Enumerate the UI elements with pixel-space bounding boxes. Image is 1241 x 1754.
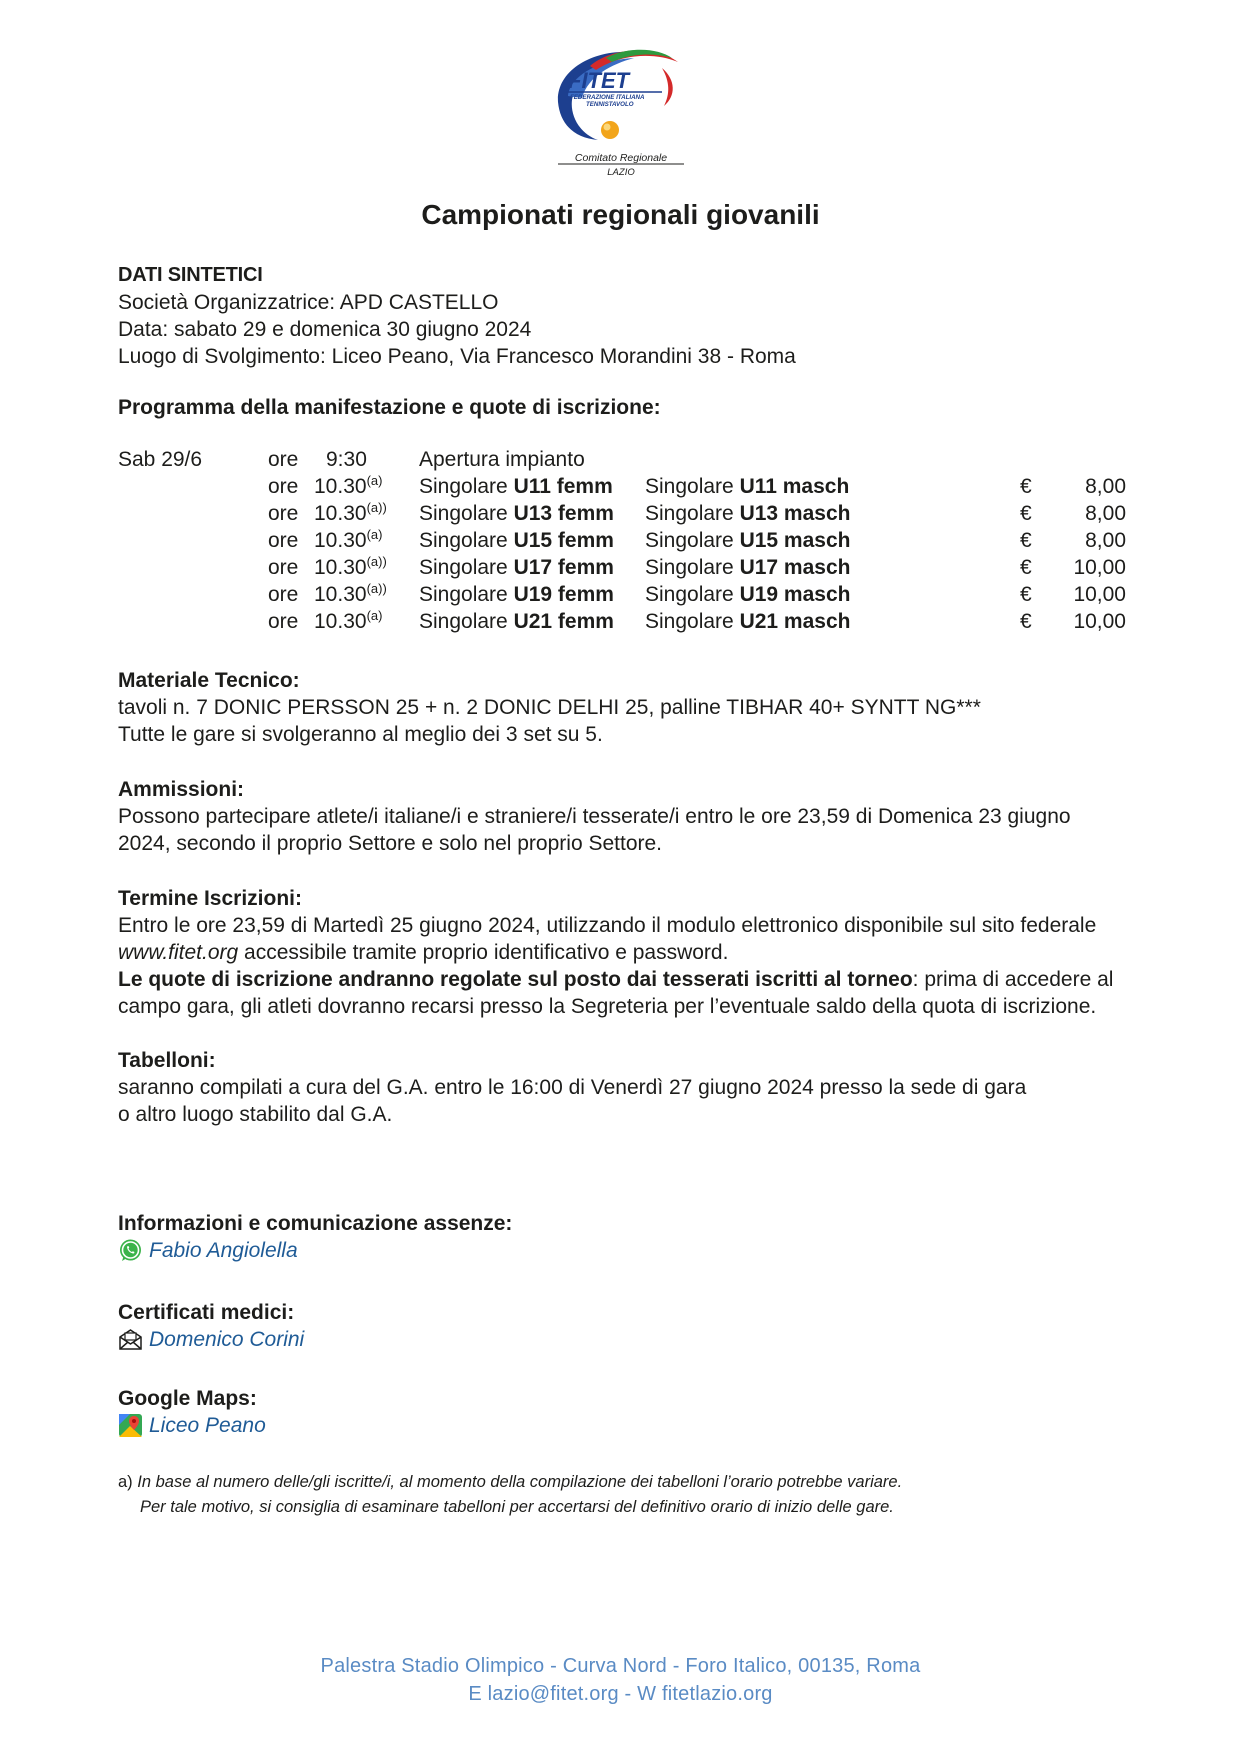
maps-section xyxy=(118,1385,1128,1439)
schedule-ore: ore xyxy=(268,502,299,525)
schedule-row xyxy=(118,529,1128,556)
materiale-section xyxy=(118,667,1128,748)
schedule-time-value: 10.30 xyxy=(314,502,367,525)
event-category: U15 femm xyxy=(513,529,614,552)
event-prefix: Singolare xyxy=(419,502,514,525)
schedule-time xyxy=(314,475,382,499)
euro-sign: € xyxy=(1020,475,1032,498)
schedule-event-male xyxy=(645,610,850,634)
logo-committee: Comitato Regionale xyxy=(574,152,668,164)
schedule-event-female xyxy=(419,475,613,499)
schedule-row xyxy=(118,583,1128,610)
tabelloni-line-2: o altro luogo stabilito dal G.A. xyxy=(118,1103,393,1126)
schedule-ore: ore xyxy=(268,529,299,552)
page-title: Campionati regionali giovanili xyxy=(421,199,820,230)
event-prefix: Singolare xyxy=(645,610,740,633)
materiale-heading: Materiale Tecnico: xyxy=(118,669,300,692)
schedule-time xyxy=(314,610,382,634)
logo-wordmark: FITET xyxy=(568,68,630,93)
event-prefix: Singolare xyxy=(419,583,514,606)
cert-heading: Certificati medici: xyxy=(118,1301,295,1324)
event-prefix: Singolare xyxy=(645,583,740,606)
event-prefix: Singolare xyxy=(645,502,740,525)
maps-contact[interactable] xyxy=(118,1412,1128,1439)
schedule-time-value: 10.30 xyxy=(314,583,367,606)
cert-contact[interactable] xyxy=(118,1326,1128,1353)
ammissioni-text: Possono partecipare atlete/i italiane/i e straniere/i tesserate/i entro le ore 23,59 di Domenica 23 giugno 2024, secondo il proprio Settore e solo nel proprio Settore. xyxy=(118,805,1071,855)
schedule-ore: ore xyxy=(268,448,299,471)
euro-sign: € xyxy=(1020,502,1032,525)
event-prefix: Singolare xyxy=(419,529,514,552)
schedule-event-female xyxy=(419,583,614,607)
tabelloni-section xyxy=(118,1047,1128,1128)
event-category: U19 masch xyxy=(739,583,851,606)
info-heading: Informazioni e comunicazione assenze: xyxy=(118,1212,513,1235)
info-section xyxy=(118,1210,1128,1264)
termine-heading: Termine Iscrizioni: xyxy=(118,887,302,910)
schedule-event-male xyxy=(645,556,850,580)
event-category: U17 masch xyxy=(739,556,851,579)
event-category: U17 femm xyxy=(513,556,614,579)
fee-amount: 10,00 xyxy=(1073,556,1126,579)
footer-address: Palestra Stadio Olimpico - Curva Nord - Foro Italico, 00135, Roma xyxy=(320,1655,921,1677)
schedule-row xyxy=(118,502,1128,529)
euro-sign: € xyxy=(1020,610,1032,633)
organizer-line: Società Organizzatrice: APD CASTELLO xyxy=(118,291,499,314)
schedule-ore: ore xyxy=(268,475,299,498)
event-prefix: Singolare xyxy=(645,556,740,579)
termine-section xyxy=(118,885,1128,1020)
schedule-event-female xyxy=(419,448,585,472)
event-category: U19 femm xyxy=(513,583,614,606)
event-category: U11 femm xyxy=(513,475,613,498)
logo-subtitle-2: TENNISTAVOLO xyxy=(586,101,634,108)
schedule-event-female xyxy=(419,556,614,580)
schedule-time-note: (a)) xyxy=(366,500,387,515)
schedule-time-note: (a)) xyxy=(366,581,387,596)
mail-icon xyxy=(118,1327,143,1352)
footnote-text-1: In base al numero delle/gli iscritte/i, al momento della compilazione dei tabelloni l’orario potrebbe variare. xyxy=(137,1473,903,1491)
info-contact-name[interactable]: Fabio Angiolella xyxy=(149,1239,298,1262)
schedule-event-male xyxy=(645,502,850,526)
event-category: U11 masch xyxy=(739,475,850,498)
footnote-line-1 xyxy=(118,1470,1128,1495)
event-prefix: Singolare xyxy=(645,475,740,498)
fee-amount: 10,00 xyxy=(1073,583,1126,606)
schedule-ore: ore xyxy=(268,610,299,633)
schedule-event-female xyxy=(419,502,614,526)
programma-heading: Programma della manifestazione e quote di iscrizione: xyxy=(118,396,661,419)
cert-section xyxy=(118,1299,1128,1353)
event-prefix: Apertura impianto xyxy=(419,448,585,471)
page-footer xyxy=(0,1652,1241,1708)
fee-amount: 8,00 xyxy=(1085,529,1126,552)
maps-contact-name[interactable]: Liceo Peano xyxy=(149,1414,266,1437)
schedule-event-female xyxy=(419,610,614,634)
termine-fee-note xyxy=(118,966,1128,1020)
schedule-row xyxy=(118,475,1128,502)
schedule-time-value: 10.30 xyxy=(314,475,367,498)
dati-sintetici-section xyxy=(118,262,1128,370)
event-prefix: Singolare xyxy=(419,610,514,633)
fitet-site-link[interactable]: www.fitet.org xyxy=(118,941,239,964)
schedule-event-male xyxy=(645,475,849,499)
fitet-logo xyxy=(550,44,692,182)
logo-region: LAZIO xyxy=(607,167,635,178)
event-category: U15 masch xyxy=(739,529,851,552)
ammissioni-section xyxy=(118,776,1128,857)
schedule-row xyxy=(118,610,1128,637)
materiale-line-2: Tutte le gare si svolgeranno al meglio dei 3 set su 5. xyxy=(118,723,603,746)
event-prefix: Singolare xyxy=(419,475,514,498)
euro-sign: € xyxy=(1020,583,1032,606)
termine-line-2 xyxy=(118,939,1128,966)
footnote xyxy=(118,1470,1128,1520)
schedule-table xyxy=(118,448,1128,637)
schedule-time-note: (a) xyxy=(366,608,383,623)
schedule-event-male xyxy=(645,529,850,553)
termine-fee-rest: : prima di accedere al campo gara, gli atleti dovranno recarsi presso la Segreteria per l’eventuale saldo della quota di iscrizione. xyxy=(118,968,1114,1018)
event-prefix: Singolare xyxy=(645,529,740,552)
whatsapp-icon xyxy=(118,1238,143,1263)
schedule-time-value: 10.30 xyxy=(314,529,367,552)
tabelloni-heading: Tabelloni: xyxy=(118,1049,216,1072)
footer-contacts: E lazio@fitet.org - W fitetlazio.org xyxy=(468,1683,773,1705)
termine-line-2-rest: accessibile tramite proprio identificativo e password. xyxy=(238,941,729,964)
euro-sign: € xyxy=(1020,529,1032,552)
event-category: U13 masch xyxy=(739,502,851,525)
schedule-time-note: (a) xyxy=(366,473,383,488)
schedule-event-female xyxy=(419,529,614,553)
schedule-time-note: (a) xyxy=(366,527,383,542)
venue-line: Luogo di Svolgimento: Liceo Peano, Via Francesco Morandini 38 - Roma xyxy=(118,345,796,368)
termine-fee-bold: Le quote di iscrizione andranno regolate sul posto dai tesserati iscritti al torneo xyxy=(118,968,913,991)
programma-section xyxy=(118,394,1128,421)
schedule-event-male xyxy=(645,583,850,607)
schedule-time-value: 10.30 xyxy=(314,610,367,633)
fee-amount: 10,00 xyxy=(1073,610,1126,633)
event-prefix: Singolare xyxy=(419,556,514,579)
schedule-ore: ore xyxy=(268,556,299,579)
schedule-row xyxy=(118,448,1128,475)
google-maps-icon xyxy=(118,1413,143,1438)
footnote-line-2: Per tale motivo, si consiglia di esaminare tabelloni per accertarsi del definitivo orario di inizio delle gare. xyxy=(140,1498,894,1516)
fee-amount: 8,00 xyxy=(1085,475,1126,498)
info-contact[interactable] xyxy=(118,1237,1128,1264)
dati-heading: DATI SINTETICI xyxy=(118,264,263,286)
materiale-line-1: tavoli n. 7 DONIC PERSSON 25 + n. 2 DONIC DELHI 25, palline TIBHAR 40+ SYNTT NG*** xyxy=(118,696,981,719)
schedule-time xyxy=(314,502,387,526)
euro-sign: € xyxy=(1020,556,1032,579)
schedule-time xyxy=(314,529,382,553)
schedule-day: Sab 29/6 xyxy=(118,448,203,471)
termine-line-1: Entro le ore 23,59 di Martedì 25 giugno 2024, utilizzando il modulo elettronico disponibile sul sito federale xyxy=(118,914,1097,937)
fee-amount: 8,00 xyxy=(1085,502,1126,525)
schedule-time: 9:30 xyxy=(326,448,367,471)
schedule-ore: ore xyxy=(268,583,299,606)
schedule-time xyxy=(314,556,387,580)
maps-heading: Google Maps: xyxy=(118,1387,257,1410)
event-category: U21 masch xyxy=(739,610,851,633)
tabelloni-line-1: saranno compilati a cura del G.A. entro le 16:00 di Venerdì 27 giugno 2024 presso la sede di gara xyxy=(118,1076,1027,1099)
schedule-row xyxy=(118,556,1128,583)
ammissioni-heading: Ammissioni: xyxy=(118,778,245,801)
schedule-time xyxy=(314,583,387,607)
footnote-label: a) xyxy=(118,1473,133,1491)
schedule-time-value: 10.30 xyxy=(314,556,367,579)
schedule-time-note: (a)) xyxy=(366,554,387,569)
logo-subtitle-1: FEDERAZIONE ITALIANA xyxy=(570,94,645,101)
event-category: U13 femm xyxy=(513,502,614,525)
cert-contact-name[interactable]: Domenico Corini xyxy=(149,1328,305,1351)
event-category: U21 femm xyxy=(513,610,614,633)
date-line: Data: sabato 29 e domenica 30 giugno 2024 xyxy=(118,318,532,341)
